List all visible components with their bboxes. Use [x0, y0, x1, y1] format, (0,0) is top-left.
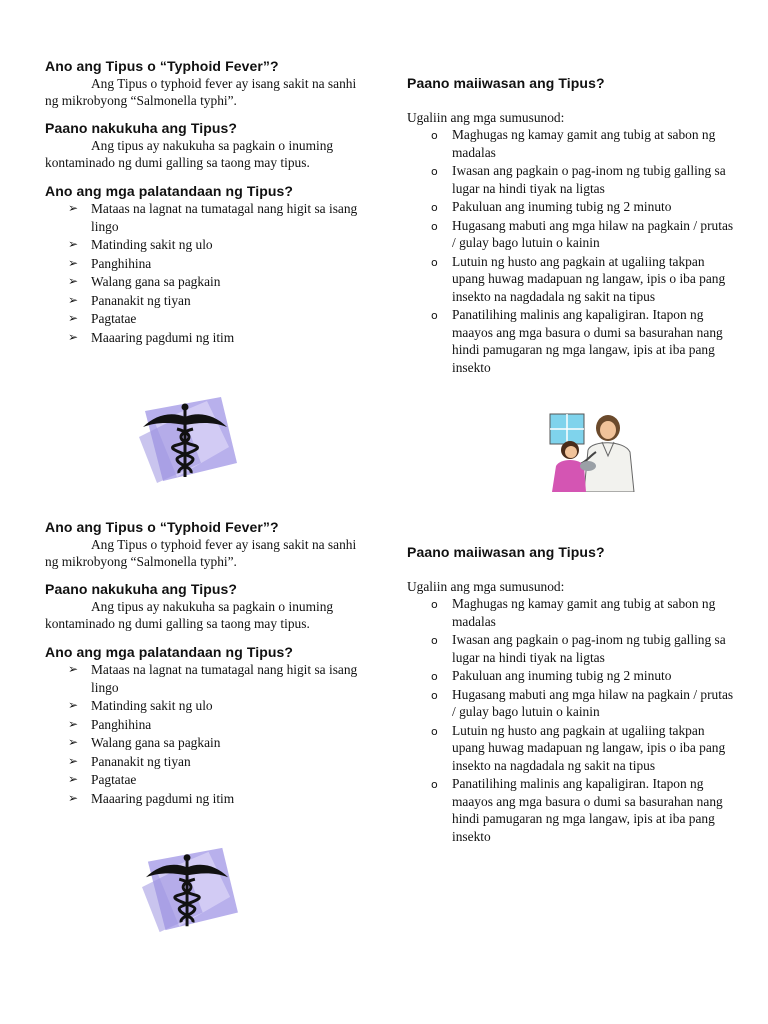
section-title-how-contracted: Paano nakukuha ang Tipus?	[45, 581, 238, 597]
list-item: ➢ Mataas na lagnat na tumatagal nang higit sa isang lingo	[68, 662, 358, 695]
list-item: ➢ Maaaring pagdumi ng itim	[68, 329, 235, 345]
arrow-bullet-icon: ➢	[68, 753, 79, 768]
list-item: ➢ Pananakit ng tiyan	[68, 292, 191, 308]
section-title-symptoms: Ano ang mga palatandaan ng Tipus?	[45, 183, 294, 199]
list-item: ➢ Mataas na lagnat na tumatagal nang higit sa isang lingo	[68, 201, 358, 234]
arrow-bullet-icon: ➢	[68, 201, 79, 215]
list-item: ➢ Panghihina	[68, 716, 152, 732]
list-item: ➢ Pagtatae	[68, 772, 137, 787]
circle-bullet-icon: o	[431, 724, 438, 738]
arrow-bullet-icon: ➢	[68, 772, 79, 786]
section-body-how-contracted: Ang tipus ay nakukuha sa pagkain o inuming kontaminado ng dumi galling sa taong may tipus.	[45, 138, 334, 170]
circle-bullet-icon: o	[431, 165, 438, 178]
section-title-prevention: Paano maiiwasan ang Tipus?	[407, 544, 605, 560]
circle-bullet-icon: o	[431, 255, 438, 269]
list-item: o Maghugas ng kamay gamit ang tubig at sabon ng madalas	[431, 596, 716, 629]
list-item: ➢ Matinding sakit ng ulo	[68, 237, 213, 252]
arrow-bullet-icon: ➢	[68, 662, 79, 676]
list-item: o Lutuin ng husto ang pagkain at ugaliing takpan upang huwag madapuan ng langaw, ipis o iba pang insekto na nagdadala ng sakit na tipus	[431, 253, 726, 304]
section-body-what-is-typhoid: Ang Tipus o typhoid fever ay isang sakit na sanhi ng mikrobyong “Salmonella typhi”.	[45, 76, 357, 108]
arrow-bullet-icon: ➢	[68, 716, 79, 731]
list-item: o Iwasan ang pagkain o pag-inom ng tubig galling sa lugar na hindi tiyak na ligtas	[431, 632, 726, 665]
doctor-with-child-icon	[540, 406, 640, 492]
arrow-bullet-icon: ➢	[68, 311, 79, 325]
list-item: o Maghugas ng kamay gamit ang tubig at sabon ng madalas	[431, 127, 716, 160]
circle-bullet-icon: o	[431, 309, 438, 322]
prevention-intro: Ugaliin ang mga sumusunod:	[407, 579, 565, 594]
circle-bullet-icon: o	[431, 670, 438, 683]
flyer-1-left-column	[45, 57, 363, 347]
circle-bullet-icon: o	[431, 634, 438, 647]
list-item: ➢ Walang gana sa pagkain	[68, 274, 221, 289]
symptoms-list	[45, 661, 363, 807]
list-item: ➢ Panghihina	[68, 255, 152, 271]
arrow-bullet-icon: ➢	[68, 237, 79, 251]
section-title-prevention: Paano maiiwasan ang Tipus?	[407, 75, 605, 91]
flyer-2-left-column	[45, 518, 363, 808]
arrow-bullet-icon: ➢	[68, 292, 79, 307]
arrow-bullet-icon: ➢	[68, 329, 79, 344]
circle-bullet-icon: o	[431, 688, 438, 702]
list-item: ➢ Walang gana sa pagkain	[68, 735, 221, 750]
arrow-bullet-icon: ➢	[68, 790, 79, 805]
list-item: ➢ Pananakit ng tiyan	[68, 753, 191, 769]
arrow-bullet-icon: ➢	[68, 735, 79, 749]
arrow-bullet-icon: ➢	[68, 274, 79, 288]
list-item: o Panatilihing malinis ang kapaligiran. Itapon ng maayos ang mga basura o dumi sa basurahan nang hindi pamugaran ng mga langaw, ipis at iba pang insekto	[431, 307, 723, 375]
section-body-how-contracted: Ang tipus ay nakukuha sa pagkain o inuming kontaminado ng dumi galling sa taong may tipus.	[45, 599, 334, 631]
symptoms-list	[45, 200, 363, 346]
list-item: o Hugasang mabuti ang mga hilaw na pagkain / prutas / gulay bago lutuin o kainin	[431, 217, 734, 250]
prevention-intro: Ugaliin ang mga sumusunod:	[407, 110, 565, 125]
circle-bullet-icon: o	[431, 201, 438, 214]
list-item: o Iwasan ang pagkain o pag-inom ng tubig galling sa lugar na hindi tiyak na ligtas	[431, 163, 726, 196]
arrow-bullet-icon: ➢	[68, 255, 79, 270]
section-title-how-contracted: Paano nakukuha ang Tipus?	[45, 120, 238, 136]
section-title-what-is-typhoid: Ano ang Tipus o “Typhoid Fever”?	[45, 519, 279, 535]
section-body-what-is-typhoid: Ang Tipus o typhoid fever ay isang sakit na sanhi ng mikrobyong “Salmonella typhi”.	[45, 537, 357, 569]
caduceus-icon	[133, 393, 241, 487]
list-item: o Pakuluan ang inuming tubig ng 2 minuto	[407, 667, 737, 685]
flyer-2-right-column	[407, 543, 737, 846]
circle-bullet-icon: o	[431, 598, 438, 611]
list-item: o Hugasang mabuti ang mga hilaw na pagkain / prutas / gulay bago lutuin o kainin	[431, 686, 734, 719]
list-item: ➢ Pagtatae	[68, 311, 137, 326]
list-item: ➢ Maaaring pagdumi ng itim	[68, 790, 235, 806]
prevention-list	[407, 595, 737, 845]
list-item: o Pakuluan ang inuming tubig ng 2 minuto	[407, 198, 737, 216]
section-title-symptoms: Ano ang mga palatandaan ng Tipus?	[45, 644, 294, 660]
list-item: ➢ Matinding sakit ng ulo	[68, 698, 213, 713]
list-item: o Lutuin ng husto ang pagkain at ugaliing takpan upang huwag madapuan ng langaw, ipis o iba pang insekto na nagdadala ng sakit na tipus	[431, 722, 726, 773]
flyer-1-right-column	[407, 74, 737, 377]
list-item: o Panatilihing malinis ang kapaligiran. Itapon ng maayos ang mga basura o dumi sa basurahan nang hindi pamugaran ng mga langaw, ipis at iba pang insekto	[431, 776, 723, 844]
circle-bullet-icon: o	[431, 129, 438, 142]
section-title-what-is-typhoid: Ano ang Tipus o “Typhoid Fever”?	[45, 58, 279, 74]
arrow-bullet-icon: ➢	[68, 698, 79, 712]
circle-bullet-icon: o	[431, 219, 438, 233]
prevention-list	[407, 126, 737, 376]
caduceus-icon	[133, 844, 245, 936]
circle-bullet-icon: o	[431, 778, 438, 791]
